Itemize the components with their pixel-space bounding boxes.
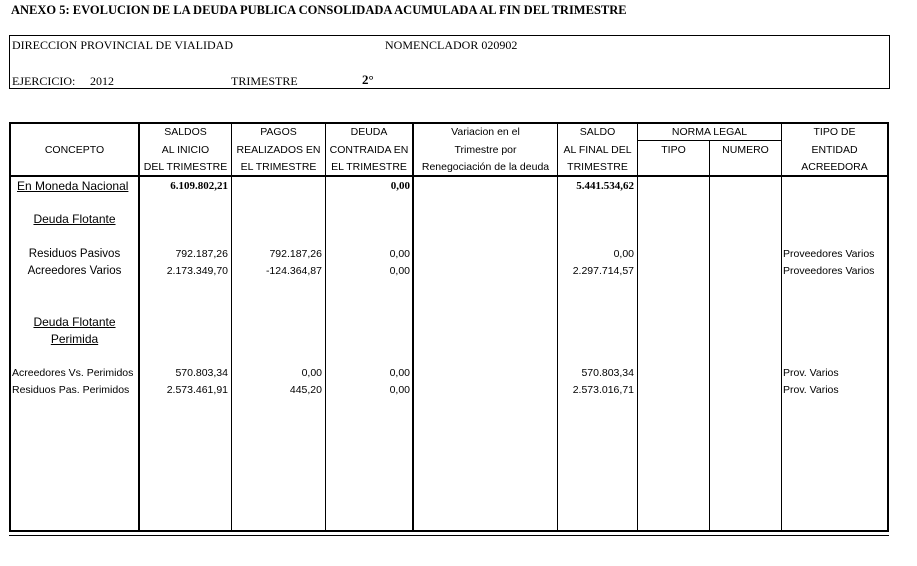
row-acreedores-perimidos-saldo-inicio: 570.803,34	[175, 367, 228, 379]
row-acreedores-varios-saldo-final: 2.297.714,57	[572, 265, 634, 277]
row-residuos-perimidos-saldo-final: 2.573.016,71	[572, 384, 634, 396]
header-entidad-1: TIPO DE	[813, 126, 856, 138]
row-acreedores-perimidos-pagos: 0,00	[301, 367, 322, 379]
row-acreedores-varios-saldo-inicio: 2.173.349,70	[166, 265, 228, 277]
col-divider	[231, 124, 232, 530]
row-residuos-pasivos-saldo-inicio: 792.187,26	[175, 248, 228, 260]
row-residuos-pasivos-concepto: Residuos Pasivos	[28, 248, 121, 260]
row-residuos-pasivos-saldo-final: 0,00	[613, 248, 634, 260]
norma-legal-divider	[638, 140, 781, 141]
ejercicio-value: 2012	[90, 74, 114, 88]
row-acreedores-varios-concepto: Acreedores Varios	[27, 265, 122, 277]
col-divider	[781, 124, 782, 530]
header-saldo-final-2: AL FINAL DEL	[563, 144, 632, 156]
row-acreedores-varios-deuda: 0,00	[389, 265, 410, 277]
trimestre-label: TRIMESTRE	[231, 74, 298, 88]
header-deuda-1: DEUDA	[350, 126, 388, 138]
section-deuda-flotante: Deuda Flotante	[33, 212, 116, 226]
row-moneda-nacional-saldo-final: 5.441.534,62	[576, 180, 634, 192]
row-acreedores-perimidos-deuda: 0,00	[389, 367, 410, 379]
col-divider	[709, 141, 710, 530]
row-acreedores-perimidos-concepto: Acreedores Vs. Perimidos	[12, 367, 134, 379]
row-acreedores-perimidos-entidad: Prov. Varios	[783, 367, 839, 379]
row-residuos-pasivos-entidad: Proveedores Varios	[783, 248, 875, 260]
col-divider	[637, 124, 638, 530]
row-moneda-nacional-concepto: En Moneda Nacional	[17, 179, 129, 193]
row-acreedores-varios-entidad: Proveedores Varios	[783, 265, 875, 277]
header-variacion-1: Variacion en el	[451, 126, 520, 138]
row-acreedores-varios-pagos: -124.364,87	[265, 265, 322, 277]
row-residuos-pasivos-pagos: 792.187,26	[269, 248, 322, 260]
header-deuda-3: EL TRIMESTRE	[331, 161, 407, 173]
row-residuos-perimidos-saldo-inicio: 2.573.461,91	[166, 384, 228, 396]
col-divider	[412, 124, 414, 530]
section-deuda-flotante-perimida-2: Perimida	[50, 332, 99, 346]
header-divider	[11, 175, 887, 177]
header-variacion-3: Renegociación de la deuda	[421, 161, 550, 173]
row-moneda-nacional-deuda: 0,00	[390, 180, 410, 192]
header-pagos-1: PAGOS	[260, 126, 297, 138]
header-variacion-2: Trimestre por	[454, 144, 517, 156]
row-moneda-nacional-saldo-inicio: 6.109.802,21	[170, 180, 228, 192]
header-entidad-3: ACREEDORA	[801, 161, 868, 173]
header-deuda-2: CONTRAIDA EN	[329, 144, 409, 156]
header-pagos-2: REALIZADOS EN	[236, 144, 321, 156]
row-residuos-perimidos-deuda: 0,00	[389, 384, 410, 396]
row-acreedores-perimidos-saldo-final: 570.803,34	[581, 367, 634, 379]
row-residuos-perimidos-concepto: Residuos Pas. Perimidos	[12, 384, 130, 396]
direccion-label: DIRECCION PROVINCIAL DE VIALIDAD	[12, 38, 233, 52]
bottom-rule	[9, 535, 889, 536]
header-tipo: TIPO	[661, 144, 686, 156]
header-saldo-final-1: SALDO	[579, 126, 616, 138]
header-saldos-3: DEL TRIMESTRE	[143, 161, 228, 173]
header-saldos-1: SALDOS	[164, 126, 207, 138]
debt-table	[9, 122, 889, 532]
section-deuda-flotante-perimida-1: Deuda Flotante	[33, 315, 116, 329]
info-box	[9, 35, 890, 89]
header-norma-legal: NORMA LEGAL	[671, 126, 748, 138]
header-concepto: CONCEPTO	[44, 144, 105, 156]
nomenclador-label: NOMENCLADOR 020902	[385, 38, 518, 52]
page-title: ANEXO 5: EVOLUCION DE LA DEUDA PUBLICA CONSOLIDADA ACUMULADA AL FIN DEL TRIMESTRE	[11, 3, 627, 17]
header-numero: NUMERO	[722, 144, 769, 156]
row-residuos-perimidos-entidad: Prov. Varios	[783, 384, 839, 396]
header-saldo-final-3: TRIMESTRE	[567, 161, 628, 173]
trimestre-value: 2°	[362, 72, 374, 87]
header-entidad-2: ENTIDAD	[811, 144, 858, 156]
header-pagos-3: EL TRIMESTRE	[240, 161, 317, 173]
row-residuos-perimidos-pagos: 445,20	[289, 384, 322, 396]
row-residuos-pasivos-deuda: 0,00	[389, 248, 410, 260]
header-saldos-2: AL INICIO	[161, 144, 210, 156]
ejercicio-label: EJERCICIO:	[12, 74, 76, 88]
